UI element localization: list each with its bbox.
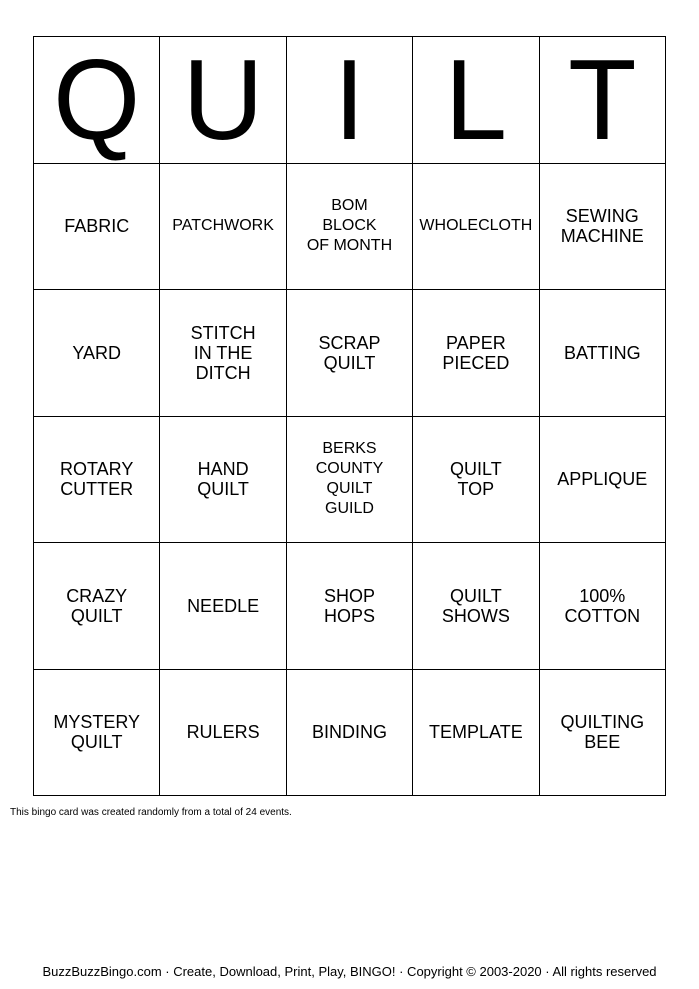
card-row-1 (34, 163, 666, 290)
card-row-4 (34, 543, 666, 670)
bingo-cell: BOM BLOCK OF MONTH (286, 163, 412, 290)
bingo-cell: WHOLECLOTH (413, 163, 539, 290)
bingo-card (33, 36, 666, 796)
bingo-cell: QUILTING BEE (539, 669, 665, 796)
bingo-cell: RULERS (160, 669, 286, 796)
card-row-3 (34, 416, 666, 543)
bingo-cell: SHOP HOPS (286, 543, 412, 670)
bingo-cell: CRAZY QUILT (34, 543, 160, 670)
card-row-2 (34, 290, 666, 417)
bingo-cell: QUILT TOP (413, 416, 539, 543)
bingo-cell: PATCHWORK (160, 163, 286, 290)
bingo-cell: STITCH IN THE DITCH (160, 290, 286, 417)
bingo-cell: NEEDLE (160, 543, 286, 670)
bingo-cell: BERKS COUNTY QUILT GUILD (286, 416, 412, 543)
card-note: This bingo card was created randomly from a total of 24 events. (10, 807, 292, 818)
bingo-cell: HAND QUILT (160, 416, 286, 543)
bingo-cell: SCRAP QUILT (286, 290, 412, 417)
bingo-cell: TEMPLATE (413, 669, 539, 796)
bingo-cell: BATTING (539, 290, 665, 417)
header-row (34, 37, 666, 164)
bingo-cell: PAPER PIECED (413, 290, 539, 417)
card-row-5 (34, 669, 666, 796)
header-letter-q: Q (34, 37, 160, 164)
bingo-cell: ROTARY CUTTER (34, 416, 160, 543)
bingo-cell: FABRIC (34, 163, 160, 290)
bingo-cell: QUILT SHOWS (413, 543, 539, 670)
bingo-cell: YARD (34, 290, 160, 417)
page-footer: BuzzBuzzBingo.com · Create, Download, Print, Play, BINGO! · Copyright © 2003-2020 · All rights reserved (42, 964, 657, 979)
bingo-cell: APPLIQUE (539, 416, 665, 543)
bingo-cell: 100% COTTON (539, 543, 665, 670)
header-letter-l: L (413, 37, 539, 164)
bingo-cell: MYSTERY QUILT (34, 669, 160, 796)
header-letter-u: U (160, 37, 286, 164)
bingo-cell: BINDING (286, 669, 412, 796)
header-letter-t: T (539, 37, 665, 164)
bingo-cell: SEWING MACHINE (539, 163, 665, 290)
header-letter-i: I (286, 37, 412, 164)
